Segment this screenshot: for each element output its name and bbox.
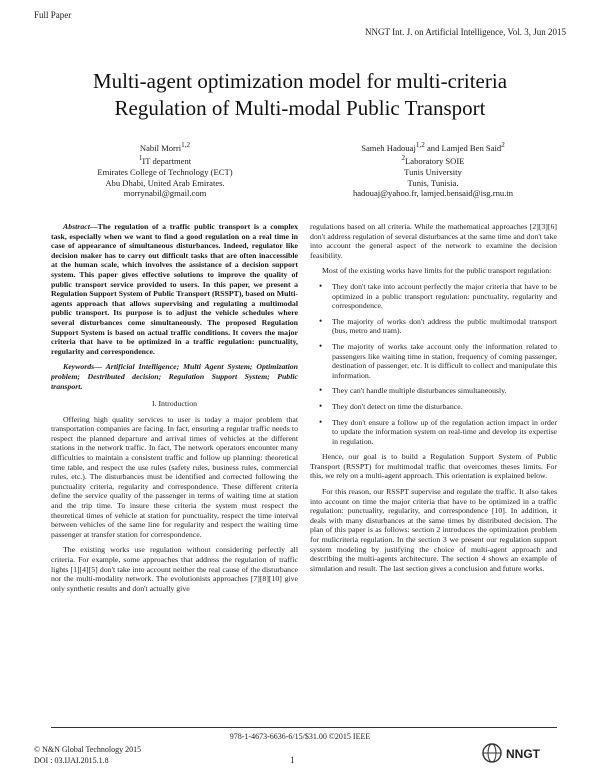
- paragraph: For this reason, our RSSPT supervise and regulate the traffic. It also takes into account on time the major criteria that have to be optimized in a traffic regulation: punctuality, regularity, and correspondence [10]. In addition, it deals with many disturbances at the same times by distributed decision. The plan of this paper is as follows: section 2 introduces the optimization problem for mulicriteria regulation. In the section 3 we present our regulation support system modeling by justifying the choice of multi-agent approach and describing the multi-agents architecture. The section 4 shows an example of simulation and result. The last section gives a conclusion and future works.: [310, 487, 557, 573]
- footer-divider: [51, 727, 557, 728]
- paragraph: The existing works use regulation without considering perfectly all criteria. For example, some approaches that address the regulation of traffic lights [1][4][5] don't take into account neither the real cause of the disturbance nor the multi-modality network. The evolutionists approaches [7][8][10] give only synthetic results and don't actually give: [51, 545, 298, 593]
- footer-left: [34, 744, 141, 766]
- author-block-left: [60, 140, 270, 199]
- limits-list: [310, 282, 557, 446]
- logo-globe-icon: [483, 744, 501, 762]
- author-college: Emirates College of Technology (ECT): [97, 166, 233, 177]
- footer-doi: DOI : 03.IJAI.2015.1.8: [34, 756, 109, 765]
- paragraph: regulations based on all criteria. While the mathematical approaches [2][3][6] don't address regulation of several disturbances at the same time and don't take into account the general aspect of the network to examine the decision feasibility.: [310, 222, 557, 260]
- running-header-left: Full Paper: [34, 10, 72, 20]
- author-block-right: [318, 140, 548, 199]
- paragraph: Most of the existing works have limits for the public transport regulation:: [322, 266, 552, 276]
- paper-title: [40, 68, 560, 122]
- title-line-1: Multi-agent optimization model for multi-criteria: [92, 69, 508, 93]
- list-item: • The majority of works take account only the information related to passengers like waiting time in station, frequency of coming passenger, destination of passenger, etc. It is difficult to collect and manipulate this information.: [332, 342, 557, 380]
- footer-copyright: © N&N Global Technology 2015: [34, 745, 142, 754]
- author-lab: $^2$Laboratory SOIE: [401, 154, 465, 167]
- list-item: • They can't handle multiple disturbances simultaneously.: [332, 386, 557, 396]
- author-email[interactable]: morrynabil@gmail.com: [123, 188, 207, 199]
- right-column: [310, 222, 557, 579]
- author-name: Nabil Morri$^{1,2}$: [139, 141, 191, 153]
- author-univ: Tunis University: [404, 166, 462, 177]
- author-city: Abu Dhabi, United Arab Emirates.: [105, 177, 225, 188]
- title-line-2: Regulation of Multi-modal Public Transport: [114, 96, 486, 120]
- running-header-right: NNGT Int. J. on Artificial Intelligence, Vol. 3, Jun 2015: [365, 27, 566, 37]
- list-item: • The majority of works don't address the public multimodal transport (bus, metro and tram).: [332, 317, 557, 336]
- author-dept: $^1$IT department: [138, 154, 192, 167]
- paragraph: Hence, our goal is to build a Regulation Support System of Public Transport (RSSPT) for multimodal traffic that overcomes theses limits. For this, we rely on a multi-agent approach. This orientation is explained below.: [310, 452, 557, 481]
- list-item: • They don't detect on time the disturbance.: [332, 402, 557, 412]
- left-column: [51, 222, 298, 599]
- author-names: Sameh Hadouaj$^{1,2}$ and Lamjed Ben Said$^2$: [361, 141, 505, 153]
- paragraph: Offering high quality services to user is today a major problem that transportation companies are facing. In fact, ensuring a regular traffic needs to respect the planned departure and arrival times of vehicles at the different stations in the network traffic. In fact, The network operators encounter many difficulties to maintain a consistent traffic and follow up planning: theoretical time table, and respect the use rules (safety rules, business rules, commercial rules, etc.). The disturbances must be identified and corrected following the punctuality criteria, regularity and correspondence. These different criteria define the service quality of the passenger in terms of waiting time at station and the trip time. To insure these criteria the system must respect the theoretical times of vehicle at station for punctuality, respect the time interval between vehicles of the same line for regularity and respect the waiting time passenger at transfer station for correspondence.: [51, 414, 298, 539]
- author-city: Tunis, Tunisia.: [407, 177, 459, 188]
- footer-isbn: 978-1-4673-6636-6/15/$31.00 ©2015 IEEE: [229, 732, 371, 741]
- list-item: • They don't ensure a follow up of the regulation action impact in order to update the information system on real-time and develop its expertise in regulation.: [332, 418, 557, 447]
- keywords: Keywords— Artificial Intelligence; Multi Agent System; Optimization problem; Destributed decision; Regulation Support System; Public transport.: [51, 362, 298, 391]
- page-number: 1: [290, 755, 295, 765]
- author-email[interactable]: hadouaj@yahoo.fr, lamjed.bensaid@isg.rnu.tn: [352, 188, 514, 199]
- section-heading-introduction: I. Introduction: [151, 399, 198, 409]
- nngt-logo: [480, 740, 560, 766]
- logo-text: NNGT: [506, 747, 540, 761]
- abstract: Abstract—The regulation of a traffic public transport is a complex task, especially when we want to find a good regulation on a real time in case of appearance of simultaneous disturbances. Indeed, regulator like decision maker has to carry out difficult tasks that are often inaccessible at the human scale, which involves the assistance of a decision support system. This paper gives effective solutions to improve the quality of public transport service provided to users. In this paper, we present a Regulation Support System of Public Transport (RSSPT), based on Multi-agents approach that allows supervising and regulating a multimodal public transport. Its purpose is to adjust the vehicle schedules where several disturbances come simultaneously. The proposed Regulation Support System is based on actual traffic conditions. It covers the major criteria that have to be optimized in a traffic regulation: punctuality, regularity and correspondence.: [51, 222, 298, 356]
- list-item: • They don't take into account perfectly the major criteria that have to be optimized in a public transport regulation: punctuality, regularity and correspondence.: [332, 282, 557, 311]
